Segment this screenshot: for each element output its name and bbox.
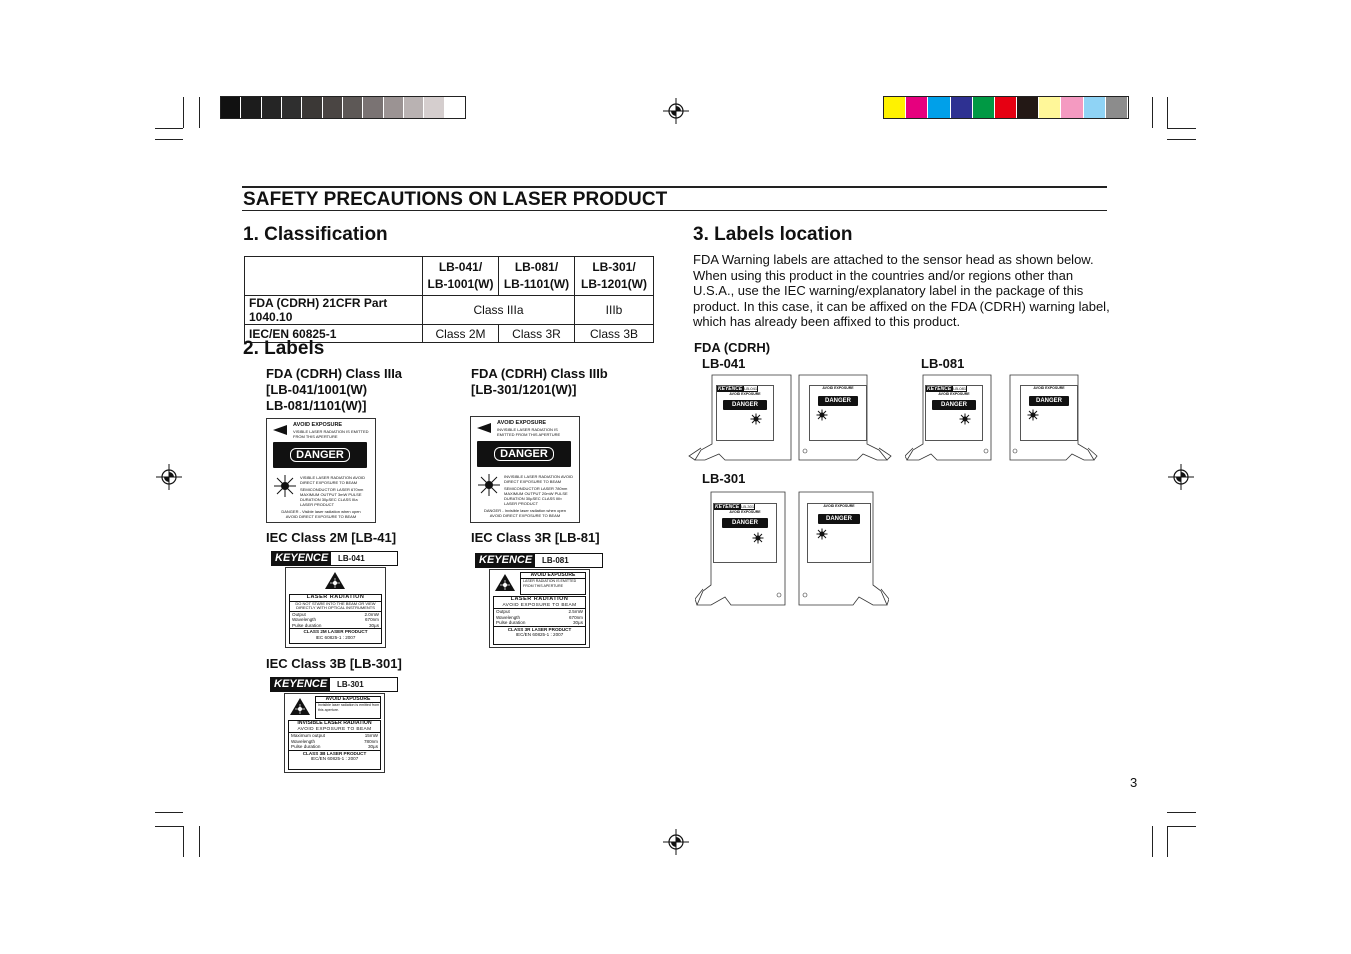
title-rule-bottom xyxy=(242,210,1107,211)
row-label: FDA (CDRH) 21CFR Part 1040.10 xyxy=(245,296,423,325)
sensor-lb301-back: AVOID EXPOSURE DANGER xyxy=(797,491,889,607)
color-swatch xyxy=(1017,97,1038,118)
color-swatch xyxy=(445,97,464,118)
iec-3r-label: KEYENCE LB-081 AVOID EXPOSURE LASER RADIATION IS EMITTED FROM THIS APERTURE LASER RADIATION AVOID EXPOSURE TO BEAM Output 2.5mW Wavelength 670nm Pulse duration 30µs CLASS 3R LASER PRODUCT IEC/EN 60825-1 : 2007 xyxy=(475,553,603,648)
color-swatch xyxy=(928,97,949,118)
iec-2m-title: IEC Class 2M [LB-41] xyxy=(266,530,397,545)
laser-warning-triangle-icon xyxy=(494,573,516,592)
color-swatch xyxy=(302,97,321,118)
page-title: SAFETY PRECAUTIONS ON LASER PRODUCT xyxy=(243,189,668,210)
classification-table xyxy=(244,256,654,343)
color-swatch xyxy=(1061,97,1082,118)
column-header: LB-041/ LB-1001(W) xyxy=(423,257,499,296)
title-rule-top xyxy=(242,186,1107,188)
color-swatch xyxy=(221,97,240,118)
table-row xyxy=(245,296,654,325)
labels-heading: 2. Labels xyxy=(243,338,325,359)
registration-target-bottom xyxy=(663,829,689,855)
laser-warning-triangle-icon xyxy=(289,697,311,716)
color-swatch xyxy=(363,97,382,118)
laser-starburst-icon xyxy=(273,474,297,498)
lb081-caption: LB-081 xyxy=(921,356,965,371)
color-swatch xyxy=(884,97,905,118)
color-swatch xyxy=(343,97,362,118)
lb301-caption: LB-301 xyxy=(702,471,746,486)
sensor-lb081-front: KEYENCE LB-081 AVOID EXPOSURE DANGER xyxy=(905,374,995,462)
sensor-lb041-back: AVOID EXPOSURE DANGER xyxy=(797,374,893,462)
iec-3r-title: IEC Class 3R [LB-81] xyxy=(471,530,600,545)
registration-target-right xyxy=(1168,464,1194,490)
table-cell: Class IIIa xyxy=(423,296,575,325)
registration-target-left xyxy=(156,464,182,490)
color-swatch xyxy=(404,97,423,118)
color-swatch xyxy=(262,97,281,118)
laser-starburst-icon xyxy=(816,409,828,421)
page-number: 3 xyxy=(1130,775,1138,790)
color-swatch xyxy=(995,97,1016,118)
color-swatch xyxy=(906,97,927,118)
iec-3b-title: IEC Class 3B [LB-301] xyxy=(266,656,402,671)
table-header-row xyxy=(245,257,654,296)
color-swatch xyxy=(1106,97,1127,118)
sensor-lb081-back: AVOID EXPOSURE DANGER xyxy=(1008,374,1098,462)
laser-warning-triangle-icon xyxy=(324,571,346,590)
color-swatch xyxy=(424,97,443,118)
table-cell: Class 3B xyxy=(575,325,654,343)
danger-banner: DANGER xyxy=(273,442,367,468)
color-swatch xyxy=(951,97,972,118)
row-label: IEC/EN 60825-1 xyxy=(245,325,423,343)
column-header: LB-301/ LB-1201(W) xyxy=(575,257,654,296)
table-cell: Class 3R xyxy=(499,325,575,343)
color-swatch xyxy=(973,97,994,118)
aperture-arrow-icon xyxy=(477,423,491,433)
color-swatch xyxy=(1084,97,1105,118)
fda-cdrh-subtitle: FDA (CDRH) xyxy=(694,340,771,355)
lb041-caption: LB-041 xyxy=(702,356,746,371)
aperture-arrow-icon xyxy=(273,425,287,435)
labels-location-paragraph: FDA Warning labels are attached to the sensor head as shown below. When using this product in the countries and/or regions other than U.S.A., use the IEC warning/explanatory label in the package of this product. In this case, it can be affixed on the FDA (CDRH) warning label, which has already been affixed to this product. xyxy=(693,252,1110,329)
color-swatch xyxy=(241,97,260,118)
laser-starburst-icon xyxy=(1027,409,1039,421)
table-cell: Class 2M xyxy=(423,325,499,343)
fda-iiib-warning-label: AVOID EXPOSURE INVISIBLE LASER RADIATION IS EMITTED FROM THIS APERTURE DANGER INVISIBLE LASER RADIATION AVOID DIRECT EXPOSURE TO BEAM SEMICONDUCTOR LASER 780nm MAXIMUM OUTPUT 20mW PULSE DURATION 30µSEC CLASS IIIb LASER PRODUCT DANGER - Invisible laser radiation when open AVOID DIRECT EXPOSURE TO BEAM xyxy=(470,416,580,523)
laser-starburst-icon xyxy=(959,413,971,425)
laser-starburst-icon xyxy=(750,413,762,425)
fda-iiia-warning-label: AVOID EXPOSURE VISIBLE LASER RADIATION IS EMITTED FROM THIS APERTURE DANGER VISIBLE LASER RADIATION AVOID DIRECT EXPOSURE TO BEAM SEMICONDUCTOR LASER 670nm MAXIMUM OUTPUT 3mW PULSE DURATION 30µSEC CLASS IIIa LASER PRODUCT DANGER - Visible laser radiation when open AVOID DIRECT EXPOSURE TO BEAM xyxy=(266,418,376,523)
table-cell: IIIb xyxy=(575,296,654,325)
color-swatch xyxy=(384,97,403,118)
color-bar xyxy=(883,96,1129,119)
color-swatch xyxy=(323,97,342,118)
laser-starburst-icon xyxy=(477,473,501,497)
fda-iiib-title: FDA (CDRH) Class IIIb [LB-301/1201(W)] xyxy=(471,366,608,397)
sensor-lb041-front: KEYENCE LB-041 AVOID EXPOSURE DANGER xyxy=(687,374,793,462)
registration-target-top xyxy=(663,98,689,124)
fda-iiia-title: FDA (CDRH) Class IIIa [LB-041/1001(W) LB-081/1101(W)] xyxy=(266,366,403,413)
danger-banner: DANGER xyxy=(477,441,571,467)
laser-starburst-icon xyxy=(816,528,828,540)
laser-starburst-icon xyxy=(752,532,764,544)
classification-heading: 1. Classification xyxy=(243,224,388,245)
iec-3b-label: KEYENCE LB-301 AVOID EXPOSURE Invisible laser radiation is emitted from this aperture. INVISIBLE LASER RADIATION AVOID EXPOSURE TO BEAM Maximum output 15mW Wavelength 780nm Pulse duration 30µs CLASS 3B LASER PRODUCT IEC/EN 60825-1 : 2007 xyxy=(270,677,398,773)
gray-scale-bar xyxy=(220,96,466,119)
color-swatch xyxy=(282,97,301,118)
color-swatch xyxy=(1039,97,1060,118)
labels-location-heading: 3. Labels location xyxy=(693,224,853,245)
column-header: LB-081/ LB-1101(W) xyxy=(499,257,575,296)
sensor-lb301-front: KEYENCE LB-301 AVOID EXPOSURE DANGER xyxy=(695,491,787,607)
iec-2m-label: KEYENCE LB-041 LASER RADIATION DO NOT STARE INTO THE BEAM OR VIEW DIRECTLY WITH OPTICAL INSTRUMENTS Output 2.0mW Wavelength 670nm Pulse duration 30µs CLASS 2M LASER PRODUCT IEC 60825-1 : 2007 xyxy=(271,551,398,648)
